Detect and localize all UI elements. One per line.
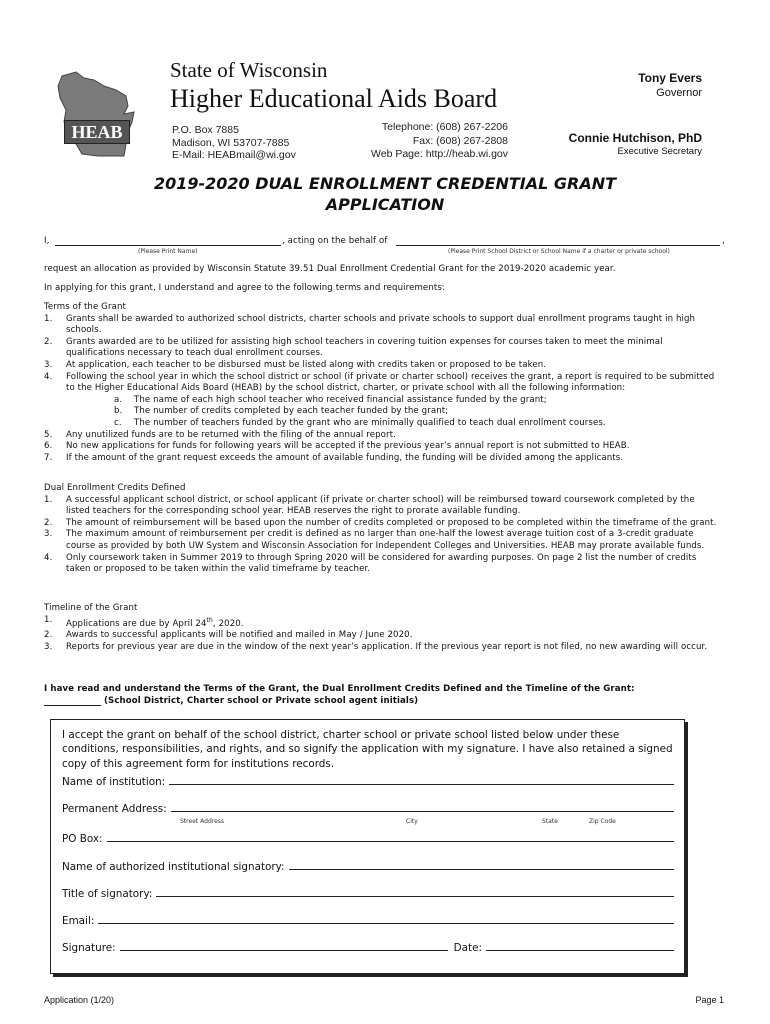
- heab-logo: [54, 66, 154, 162]
- page-title: [0, 173, 770, 215]
- signature-line[interactable]: [120, 950, 448, 951]
- address-pobox: P.O. Box 7885: [172, 124, 239, 136]
- state-caption: State: [542, 818, 558, 825]
- email-field[interactable]: Email:: [62, 915, 674, 927]
- list-item: 1. Applications are due by April 24th, 2020.: [44, 614, 244, 629]
- title-line-1: 2019-2020 DUAL ENROLLMENT CREDENTIAL GRANT: [153, 174, 617, 193]
- secretary-name: Connie Hutchison, PhD: [568, 131, 702, 145]
- list-item: 7. If the amount of the grant request exceeds the amount of available funding, the funding will be divided among the applicants.: [44, 452, 624, 463]
- footer-page-number: Page 1: [695, 995, 724, 1005]
- mailing-address: [172, 124, 296, 162]
- applicant-name-blank[interactable]: [55, 245, 281, 246]
- address-city: Madison, WI 53707-7885: [172, 136, 290, 149]
- zip-code-caption: Zip Code: [589, 818, 616, 825]
- timeline-heading: Timeline of the Grant: [44, 603, 138, 613]
- wisconsin-map-icon: [54, 66, 154, 162]
- timeline-list: [44, 615, 720, 654]
- credits-list: [44, 495, 720, 576]
- list-item: 2. Awards to successful applicants will be notified and mailed in May / June 2020.: [44, 630, 413, 641]
- contact-info: [371, 121, 508, 162]
- po-box-field[interactable]: PO Box:: [62, 833, 674, 845]
- governor-name: Tony Evers: [638, 71, 702, 85]
- school-name-blank[interactable]: [396, 245, 720, 246]
- list-item: 1. Grants shall be awarded to authorized school districts, charter schools and private schools to support dual enrollment programs taught in high schools.: [44, 313, 696, 336]
- list-item: 3. At application, each teacher to be disbursed must be listed along with credits taken or proposed to be taken.: [44, 359, 547, 370]
- list-item: 3. The maximum amount of reimbursement per credit is defined as no larger than one-half the lowest average tuition cost of a 3-credit graduate course as provided by both UW System and Wisconsin Association for Independent Colleges and Universities. HEAB may prorate available funds.: [44, 529, 705, 551]
- telephone: Telephone: (608) 267-2206: [381, 121, 508, 133]
- terms-list: [44, 314, 720, 395]
- acknowledgement-text: I have read and understand the Terms of the Grant, the Dual Enrollment Credits Defined and the Timeline of the Grant:: [44, 684, 635, 694]
- terms-section: [44, 302, 720, 464]
- signature-form-box: [50, 719, 685, 974]
- institution-field[interactable]: Name of institution:: [62, 776, 674, 788]
- initials-blank[interactable]: [44, 705, 101, 706]
- list-item: 2. Grants awarded are to be utilized for assisting high school teachers in covering tuition expenses for courses taken to meet the minimal qualifications necessary to teach dual enrollment courses.: [44, 336, 663, 359]
- acting-on-behalf-text: , acting on the behalf of: [282, 236, 388, 246]
- applicant-line: I, , acting on the behalf of ,: [44, 236, 725, 246]
- list-item: 4. Following the school year in which the school district or school (if private or charter school) receives the grant, a report is required to be submitted to the Higher Educational Aids Board (HEAB) by the school district, charter, or private school with all the following information:: [44, 371, 715, 394]
- web-page: Web Page: http://heab.wi.gov: [371, 148, 508, 160]
- credits-section: [44, 483, 720, 576]
- acceptance-statement: I accept the grant on behalf of the school district, charter school or private school listed below under these conditions, responsibilities, and rights, and so signify the application with my signature. I have also retained a signed copy of this agreement form for institutions records.: [62, 729, 673, 770]
- city-caption: City: [406, 818, 418, 825]
- title-line-2: APPLICATION: [325, 195, 445, 214]
- agree-text: In applying for this grant, I understand and agree to the following terms and requirements:: [44, 283, 445, 293]
- list-item: 1. A successful applicant school district, or school applicant (if private or charter school) will be reimbursed toward coursework completed by the listed teachers for the corresponding school year. HEAB reserves the right to prorate available funding.: [44, 494, 695, 517]
- signatory-title-field[interactable]: Title of signatory:: [62, 888, 674, 900]
- signatory-name-field[interactable]: Name of authorized institutional signatory:: [62, 861, 674, 873]
- secretary-title: Executive Secretary: [617, 146, 702, 157]
- timeline-section: [44, 603, 720, 653]
- date-line[interactable]: [486, 950, 674, 951]
- governor-title: Governor: [656, 87, 702, 99]
- list-item: 3. Reports for previous year are due in the window of the next year’s application. If the previous year report is not filed, no new awarding will occur.: [44, 641, 708, 652]
- report-requirements-list: [44, 395, 720, 430]
- list-item: 4. Only coursework taken in Summer 2019 to through Spring 2020 will be considered for awarding purposes. On page 2 list the number of credits taken or proposed to be taken within the valid timeframe by teacher.: [44, 552, 697, 575]
- footer-form-version: Application (1/20): [44, 995, 115, 1005]
- initials-caption: (School District, Charter school or Private school agent initials): [104, 695, 419, 706]
- list-item: c. The number of teachers funded by the grant who are minimally qualified to teach dual enrollment courses.: [114, 417, 606, 428]
- board-name: Higher Educational Aids Board: [170, 84, 498, 113]
- logo-text: HEAB: [64, 120, 130, 144]
- list-item: b. The number of credits completed by each teacher funded by the grant;: [114, 406, 449, 417]
- list-item: a. The name of each high school teacher who received financial assistance funded by the grant;: [114, 394, 547, 405]
- list-item: 2. The amount of reimbursement will be based upon the number of credits completed or proposed to be completed within the timeframe of the grant.: [44, 517, 717, 528]
- permanent-address-field[interactable]: Permanent Address:: [62, 803, 674, 815]
- terms-heading: Terms of the Grant: [44, 302, 126, 312]
- list-item: 6. No new applications for funds for following years will be accepted if the previous year’s annual report is not submitted to HEAB.: [44, 441, 630, 452]
- request-text: request an allocation as provided by Wisconsin Statute 39.51 Dual Enrollment Credential Grant for the 2019-2020 academic year.: [44, 264, 616, 274]
- school-caption: (Please Print School District or School Name if a charter or private school): [448, 248, 670, 255]
- acknowledgement: [44, 684, 734, 707]
- list-item: 5. Any unutilized funds are to be returned with the filing of the annual report.: [44, 429, 396, 440]
- street-address-caption: Street Address: [180, 818, 225, 825]
- name-caption: (Please Print Name): [138, 248, 198, 255]
- fax: Fax: (608) 267-2808: [412, 134, 508, 147]
- terms-list-continued: [44, 430, 720, 465]
- state-name: State of Wisconsin: [170, 58, 328, 82]
- signature-date-row: Signature: Date:: [62, 942, 674, 954]
- credits-heading: Dual Enrollment Credits Defined: [44, 483, 186, 493]
- address-email: E-Mail: HEABmail@wi.gov: [172, 149, 296, 161]
